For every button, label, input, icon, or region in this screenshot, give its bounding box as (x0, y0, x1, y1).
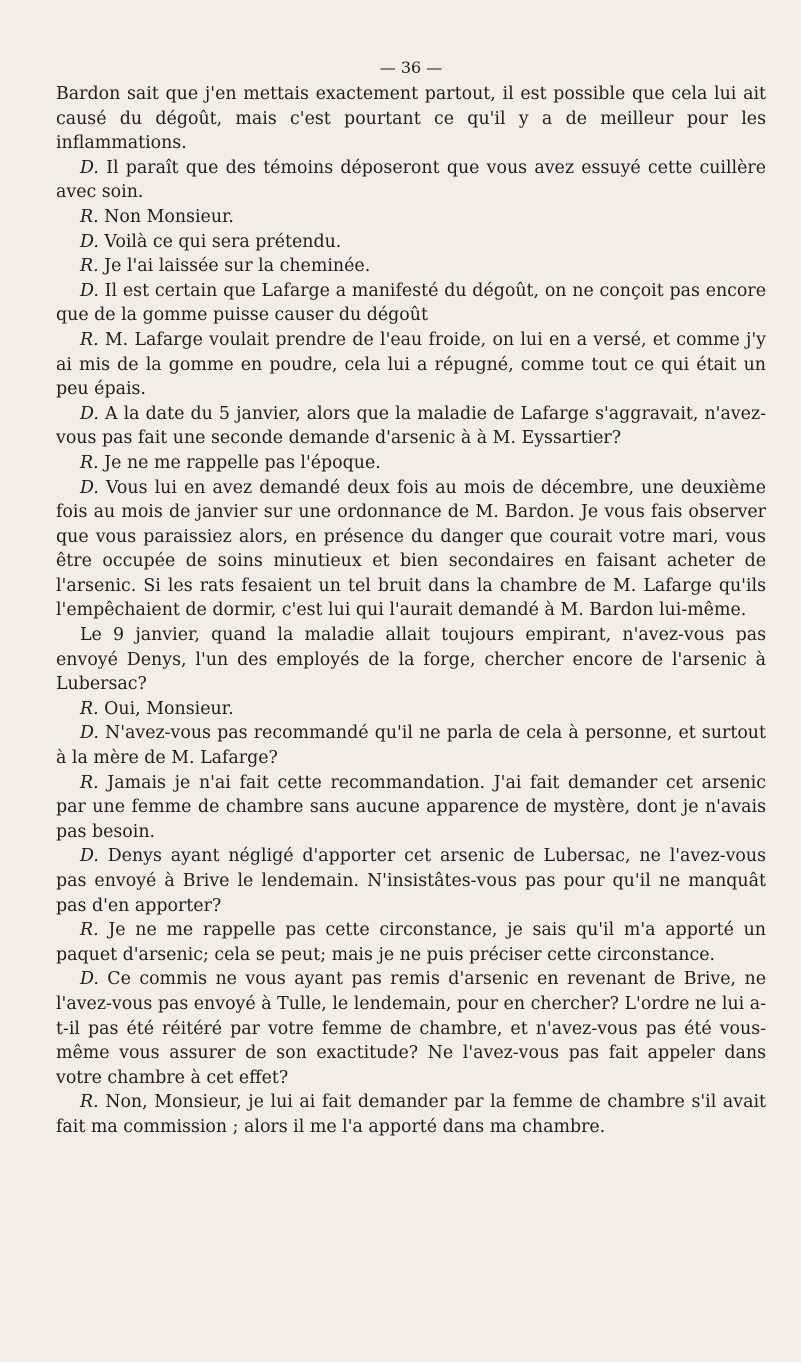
paragraph-text: Denys ayant négligé d'apporter cet arsenic de Lubersac, ne l'avez-vous pas envoyé à Brive le lendemain. N'insistâtes-vous pas pour qu'il ne manquât pas d'en apporter? (56, 846, 766, 916)
paragraph (56, 844, 766, 918)
paragraph (56, 721, 766, 770)
speaker-label: D. (80, 231, 99, 252)
paragraph (56, 279, 766, 328)
speaker-label: D. (80, 403, 99, 424)
paragraph-text: Vous lui en avez demandé deux fois au mois de décembre, une deuxième fois au mois de janvier sur une ordonnance de M. Bardon. Je vous fais observer que vous paraissiez alors, en présence du danger que courait votre mari, vous être occupée de soins minutieux et bien secondaires en faisant acheter de l'arsenic. Si les rats fesaient un tel bruit dans la chambre de M. Lafarge qu'ils l'empêchaient de dormir, c'est lui qui l'aurait demandé à M. Bardon lui-même. (56, 477, 766, 621)
page-number: — 36 — (379, 58, 443, 77)
paragraph (56, 205, 766, 230)
paragraph-text: Il est certain que Lafarge a manifesté du dégoût, on ne conçoit pas encore que de la gomme puisse causer du dégoût (56, 280, 766, 326)
paragraph-text: Je ne me rappelle pas l'époque. (98, 452, 381, 473)
paragraph-text: Voilà ce qui sera prétendu. (98, 231, 342, 252)
speaker-label: R. (80, 329, 99, 350)
paragraph-text: Non, Monsieur, je lui ai fait demander par la femme de chambre s'il avait fait ma commission ; alors il me l'a apporté dans ma chambre. (56, 1092, 766, 1137)
paragraph-text: Je l'ai laissée sur la cheminée. (98, 256, 371, 277)
speaker-label: D. (80, 157, 99, 178)
paragraph-text: Je ne me rappelle pas cette circonstance, je sais qu'il m'a apporté un paquet d'arsenic; cela se peut; mais je ne puis préciser cette circonstance. (56, 920, 766, 965)
paragraph-text: Il paraît que des témoins déposeront que vous avez essuyé cette cuillère avec soin. (56, 157, 766, 203)
paragraph (56, 254, 766, 279)
speaker-label: R. (80, 452, 99, 473)
paragraph (56, 771, 766, 845)
paragraph-text: Non Monsieur. (98, 206, 234, 227)
paragraph-text: M. Lafarge voulait prendre de l'eau froide, on lui en a versé, et comme j'y ai mis de la gomme en poudre, cela lui a répugné, comme tout ce qui était un peu épais. (56, 329, 766, 400)
paragraph (56, 230, 766, 255)
paragraph-text: Jamais je n'ai fait cette recommandation. J'ai fait demander cet arsenic par une femme de chambre sans aucune apparence de mystère, dont je n'avais pas besoin. (56, 772, 766, 842)
paragraph (56, 967, 766, 1090)
paragraph (56, 328, 766, 402)
paragraph (56, 402, 766, 451)
speaker-label: D. (80, 969, 99, 990)
speaker-label: R. (80, 206, 99, 227)
paragraph (56, 451, 766, 476)
speaker-label: D. (80, 280, 99, 301)
paragraph (56, 82, 766, 156)
paragraph (56, 156, 766, 205)
speaker-label: R. (80, 920, 99, 941)
speaker-label: R. (80, 1092, 99, 1113)
speaker-label: R. (80, 772, 99, 793)
paragraph (56, 476, 766, 624)
text-body (56, 82, 766, 1140)
paragraph (56, 1090, 766, 1139)
speaker-label: R. (80, 256, 99, 277)
paragraph-text: A la date du 5 janvier, alors que la maladie de Lafarge s'aggravait, n'avez-vous pas fait une seconde demande d'arsenic à à M. Eyssartier? (56, 403, 766, 449)
paragraph (56, 623, 766, 697)
speaker-label: R. (80, 698, 99, 719)
speaker-label: D. (80, 477, 99, 498)
paragraph-text: N'avez-vous pas recommandé qu'il ne parla de cela à personne, et surtout à la mère de M. Lafarge? (56, 723, 766, 769)
paragraph-text: Ce commis ne vous ayant pas remis d'arsenic en revenant de Brive, ne l'avez-vous pas envoyé à Tulle, le lendemain, pour en chercher? L'ordre ne lui a-t-il pas été réitéré par votre femme de chambre, et n'avez-vous pas été vous-même vous assurer de son exactitude? Ne l'avez-vous pas fait appeler dans votre chambre à cet effet? (56, 969, 767, 1088)
paragraph (56, 918, 766, 967)
paragraph-text: Bardon sait que j'en mettais exactement partout, il est possible que cela lui ait causé du dégoût, mais c'est pourtant ce qu'il y a de meilleur pour les inflammations. (56, 84, 766, 154)
speaker-label: D. (80, 846, 99, 867)
document-page (56, 58, 766, 1140)
speaker-label: D. (80, 723, 99, 744)
paragraph (56, 697, 766, 722)
paragraph-text: Le 9 janvier, quand la maladie allait toujours empirant, n'avez-vous pas envoyé Denys, l'un des employés de la forge, chercher encore de l'arsenic à Lubersac? (56, 625, 766, 695)
paragraph-text: Oui, Monsieur. (98, 698, 234, 719)
